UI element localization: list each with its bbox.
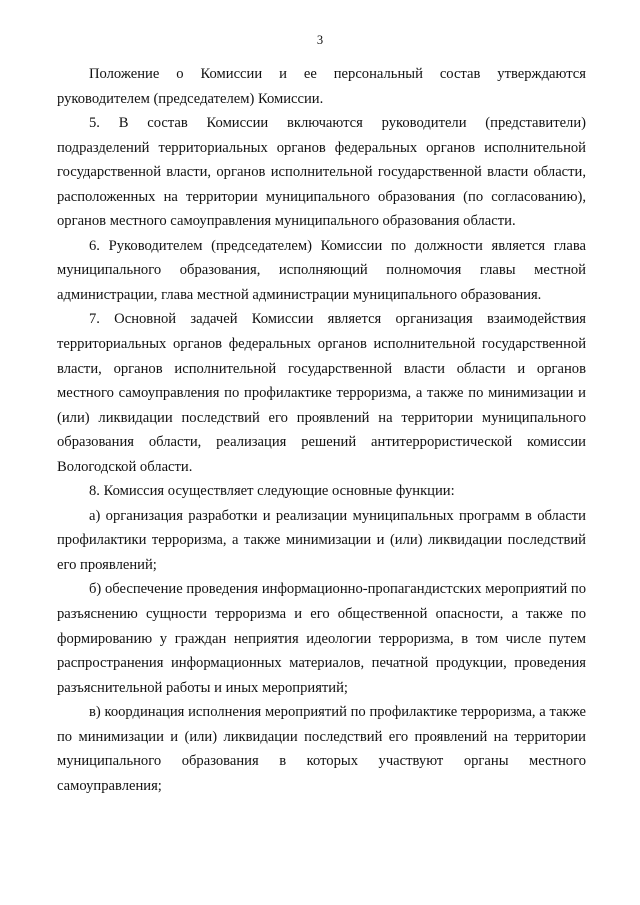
paragraph-8-functions: 8. Комиссия осуществляет следующие основные функции: bbox=[89, 483, 455, 500]
paragraph-6-chairman: 6. Руководителем (председателем) Комиссии по должности является глава муниципального образования, исполняющий полномочия главы местной администрации, глава местной администрации муниципального образования. bbox=[57, 237, 586, 303]
document-body bbox=[57, 62, 586, 798]
paragraph-commission-regulation: Положение о Комиссии и ее персональный состав утверждаются руководителем (председателем) Комиссии. bbox=[57, 66, 586, 107]
paragraph-7-main-task: 7. Основной задачей Комиссии является организация взаимодействия территориальных органов федеральных органов исполнительной государственной власти, органов исполнительной государственной власти области и органов местного самоуправления по профилактике терроризма, а также по минимизации и (или) ликвидации последствий его проявлений на территории муниципального образования области, реализация решений антитеррористической комиссии Вологодской области. bbox=[57, 311, 586, 475]
paragraph-5-composition: 5. В состав Комиссии включаются руководители (представители) подразделений территориальных органов федеральных органов исполнительной государственной власти, органов исполнительной государственной власти области, расположенных на территории муниципального образования (по согласованию), органов местного самоуправления муниципального образования области. bbox=[57, 115, 586, 230]
function-item-c: в) координация исполнения мероприятий по профилактике терроризма, а также по минимизации и (или) ликвидации последствий его проявлений на территории муниципального образования в которых участвуют органы местного самоуправления; bbox=[57, 704, 586, 794]
function-item-a: а) организация разработки и реализации муниципальных программ в области профилактики терроризма, а также минимизации и (или) ликвидации последствий его проявлений; bbox=[57, 507, 586, 573]
page-number: 3 bbox=[316, 33, 324, 47]
function-item-b: б) обеспечение проведения информационно-пропагандистских мероприятий по разъяснению сущности терроризма и его общественной опасности, а также по формированию у граждан неприятия идеологии терроризма, в том числе путем распространения информационных материалов, печатной продукции, проведения разъяснительной работы и иных мероприятий; bbox=[57, 581, 586, 696]
